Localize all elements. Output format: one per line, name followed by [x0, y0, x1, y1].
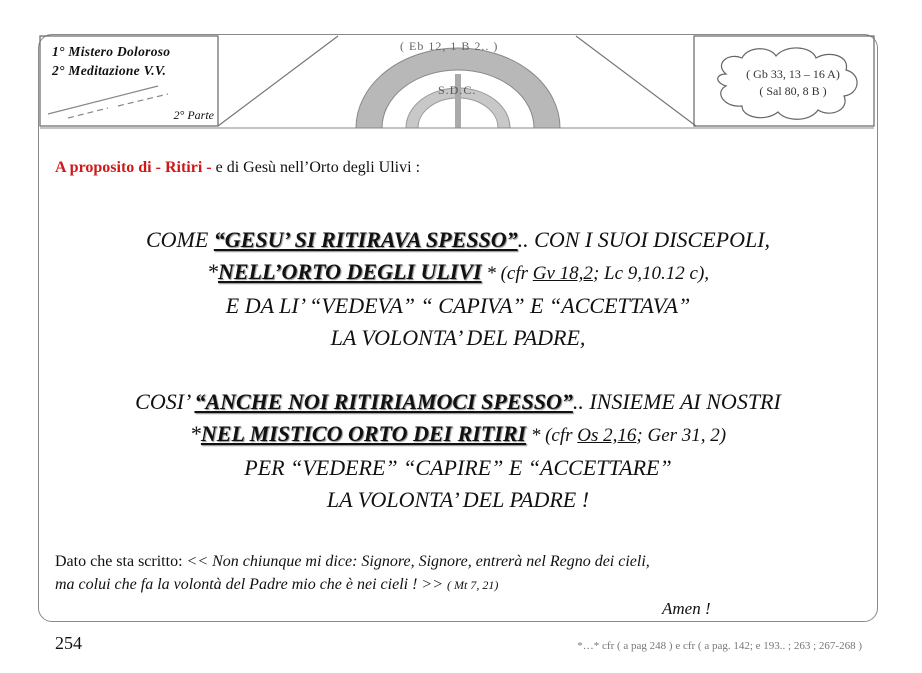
block1-line4: LA VOLONTA’ DEL PADRE,	[330, 325, 586, 350]
block1-emphasis-2: NELL’ORTO DEGLI ULIVI	[217, 259, 482, 284]
page-number: 254	[55, 633, 82, 653]
block2-line2: *NEL MISTICO ORTO DEI RITIRI * (cfr Os 2,16; Ger 31, 2)	[189, 421, 727, 446]
scripture-ref: Gv 18,2	[532, 263, 593, 284]
top-reference: ( Eb 12, 1 B 2.. )	[400, 39, 499, 53]
intro-heading: A proposito di - Ritiri -	[55, 159, 212, 176]
meditation-title: 2° Meditazione V.V.	[52, 63, 167, 78]
closing-quote	[55, 550, 650, 597]
block1-line2: *NELL’ORTO DEGLI ULIVI * (cfr Gv 18,2; Lc 9,10.12 c),	[206, 259, 710, 284]
roof-line	[576, 36, 696, 126]
closing-line1: Dato che sta scritto: << Non chiunque mi dice: Signore, Signore, entrerà nel Regno dei cieli,	[55, 553, 650, 570]
mystery-title-box	[40, 36, 218, 126]
block2-emphasis: “ANCHE NOI RITIRIAMOCI SPESSO”	[194, 389, 573, 414]
cloud-reference-1: ( Gb 33, 13 – 16 A)	[746, 67, 840, 81]
meditation-block-2	[40, 386, 876, 516]
block1-emphasis: “GESU’ SI RITIRAVA SPESSO”	[213, 227, 518, 252]
intro-line	[55, 159, 420, 177]
intro-text: e di Gesù nell’Orto degli Ulivi :	[211, 159, 421, 176]
scripture-ref: Os 2,16	[577, 425, 637, 446]
sdc-label: S.D.C.	[438, 83, 477, 97]
block1-line1: COME “GESU’ SI RITIRAVA SPESSO”.. CON I SUOI DISCEPOLI,	[145, 227, 771, 252]
block2-emphasis-2: NEL MISTICO ORTO DEI RITIRI	[200, 421, 527, 446]
footnote: *…* cfr ( a pag 248 ) e cfr ( a pag. 142; e 193.. ; 263 ; 267-268 )	[577, 640, 862, 652]
block2-line3: PER “VEDERE” “CAPIRE” E “ACCETTARE”	[244, 455, 672, 480]
block2-line4: LA VOLONTA’ DEL PADRE !	[326, 487, 590, 512]
block2-line1: COSI’ “ANCHE NOI RITIRIAMOCI SPESSO”.. INSIEME AI NOSTRI	[135, 389, 781, 414]
roof-line	[218, 36, 338, 126]
cloud-reference-2: ( Sal 80, 8 B )	[759, 84, 827, 98]
closing-ref: ( Mt 7, 21)	[447, 578, 499, 592]
meditation-block-1	[40, 224, 876, 354]
mystery-title: 1° Mistero Doloroso	[52, 44, 171, 59]
block1-line3: E DA LI’ “VEDEVA” “ CAPIVA” E “ACCETTAVA”	[225, 293, 691, 318]
part-label: 2° Parte	[173, 108, 214, 122]
closing-line2: ma colui che fa la volontà del Padre mio che è nei cieli ! >> ( Mt 7, 21)	[55, 576, 499, 593]
amen: Amen !	[662, 599, 711, 618]
